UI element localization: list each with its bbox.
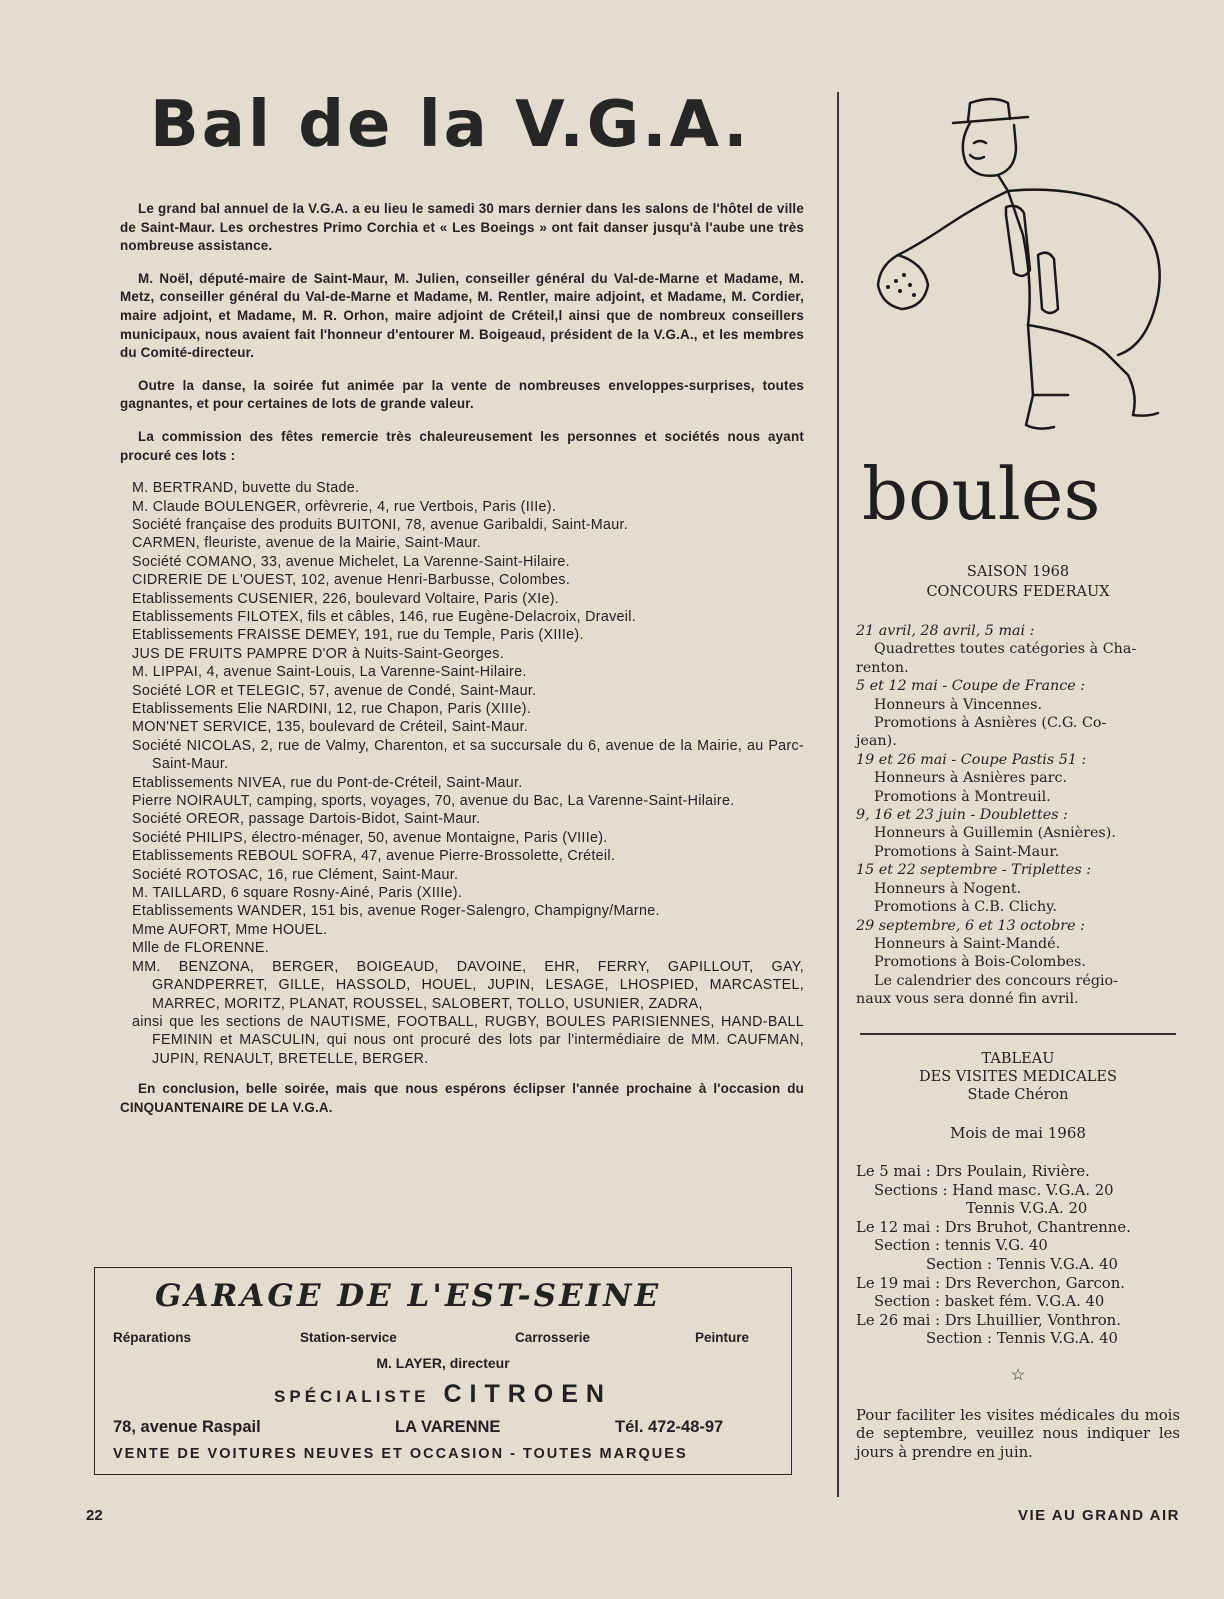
calendar-entry [856,861,1180,916]
sales-line: VENTE DE VOITURES NEUVES ET OCCASION - TOUTES MARQUES [113,1446,688,1462]
paragraph: M. Noël, député-maire de Saint-Maur, M. Julien, conseiller général du Val-de-Marne et Madame, M. Metz, conseiller général du Val-de-Marne et Madame, M. Rentler, maire adjoint, et Madame, M. Cordier, maire adjoint, et Madame, M. R. Orhon, maire adjoint de Créteil,l ainsi que de nombreux conseillers municipaux, nous avaient fait l'honneur d'entourer M. Boigeaud, président de la V.G.A., et les membres du Comité-directeur. [120,270,804,361]
list-item: MM. BENZONA, BERGER, BOIGEAUD, DAVOINE, EHR, FERRY, GAPILLOUT, GAY, GRANDPERRET, GILLE, HASSOLD, HOUEL, JUPIN, LESAGE, LHOSPIED, MARCASTEL, MARREC, MORITZ, PLANAT, ROUSSEL, SALOBERT, TOLLO, USUNIER, ZADRA, [132,958,804,1012]
medical-title: DES VISITES MEDICALES [919,1069,1117,1085]
calendar-entry [856,622,1180,677]
event-line: Honneurs à Guillemin (Asnières). [874,825,1116,842]
competition-calendar [856,622,1180,1009]
list-item: Pierre NOIRAULT, camping, sports, voyages, 70, avenue du Bac, La Varenne-Saint-Hilaire. [132,793,735,810]
address: 78, avenue Raspail [113,1418,261,1436]
boules-title: boules [862,452,1101,536]
list-item: Etablissements Elie NARDINI, 12, rue Chapon, Paris (XIIIe). [132,701,532,717]
calendar-note: Le calendrier des concours régio- [874,972,1118,989]
schedule-row: Section : Tennis V.G.A. 40 [926,1255,1118,1273]
schedule-row: Le 12 mai : Drs Bruhot, Chantrenne. [856,1218,1131,1236]
event-line: Promotions à Bois-Colombes. [874,954,1086,971]
brand-name: CITROEN [443,1380,612,1408]
boules-player-illustration [858,95,1178,445]
season-subtitle: CONCOURS FEDERAUX [926,583,1110,600]
service-label: Carrosserie [515,1330,591,1345]
event-line: Honneurs à Asnières parc. [874,770,1068,787]
specialist-label: SPÉCIALISTE [274,1387,430,1406]
garage-name: GARAGE DE L'EST-SEINE [155,1278,662,1314]
list-item: Société LOR et TELEGIC, 57, avenue de Condé, Saint-Maur. [132,682,537,699]
article-title: Bal de la V.G.A. [150,88,751,162]
event-line: Honneurs à Vincennes. [874,696,1043,713]
event-date: 21 avril, 28 avril, 5 mai : [856,623,1035,639]
magazine-name: VIE AU GRAND AIR [1017,1507,1180,1524]
list-item: JUS DE FRUITS PAMPRE D'OR à Nuits-Saint-Georges. [132,645,504,662]
medical-header [856,1050,1180,1104]
list-item: M. BERTRAND, buvette du Stade. [132,480,360,497]
list-item: CARMEN, fleuriste, avenue de la Mairie, Saint-Maur. [132,535,482,552]
article-body [120,200,804,1131]
list-item: Etablissements FILOTEX, fils et câbles, 146, rue Eugène-Delacroix, Draveil. [132,608,637,625]
list-item: Société PHILIPS, électro-ménager, 50, avenue Montaigne, Paris (VIIIe). [132,829,608,846]
schedule-row: Le 19 mai : Drs Reverchon, Garcon. [856,1274,1125,1292]
list-item: Mme AUFORT, Mme HOUEL. [132,921,328,938]
phone: Tél. 472-48-97 [615,1418,724,1436]
event-date: 15 et 22 septembre - Triplettes : [856,862,1092,879]
list-item: Société française des produits BUITONI, 78, avenue Garibaldi, Saint-Maur. [132,516,629,533]
medical-place: Stade Chéron [967,1087,1069,1103]
paragraph: Outre la danse, la soirée fut animée par la vente de nombreuses enveloppes-surprises, toutes gagnantes, et pour certaines de lots de grande valeur. [120,377,804,412]
event-line: Promotions à Saint-Maur. [874,843,1060,860]
list-item: ainsi que les sections de NAUTISME, FOOTBALL, RUGBY, BOULES PARISIENNES, HAND-BALL FEMININ et MASCULIN, qui nous ont procuré des lots par l'intermédiaire de MM. CAUFMAN, JUPIN, RENAULT, BRETELLE, BERGER. [132,1013,804,1067]
schedule-row: Le 26 mai : Drs Lhuillier, Vonthron. [856,1311,1121,1329]
donors-list [132,479,804,1068]
service-label: Peinture [695,1330,750,1345]
star-icon: ☆ [1010,1367,1026,1384]
event-line: renton. [856,659,909,676]
list-item: Société NICOLAS, 2, rue de Valmy, Charenton, et sa succursale du 6, avenue de la Mairie, au Parc-Saint-Maur. [132,737,804,773]
section-divider [860,1033,1176,1035]
event-line: Honneurs à Nogent. [874,880,1022,897]
event-date: 19 et 26 mai - Coupe Pastis 51 : [856,751,1087,768]
column-divider [837,92,839,1497]
paragraph: La commission des fêtes remercie très chaleureusement les personnes et sociétés nous ayant procuré ces lots : [120,428,804,463]
event-line: Promotions à C.B. Clichy. [874,899,1057,916]
medical-note: Pour faciliter les visites médicales du mois de septembre, veuillez nous indiquer les jours à prendre en juin. [856,1407,1180,1461]
schedule-row: Section : tennis V.G. 40 [874,1237,1048,1255]
list-item: Etablissements WANDER, 151 bis, avenue Roger-Salengro, Champigny/Marne. [132,903,660,920]
calendar-note: naux vous sera donné fin avril. [856,991,1079,1008]
medical-title: TABLEAU [981,1051,1055,1067]
event-line: Promotions à Asnières (C.G. Co- [874,715,1107,732]
calendar-entry [856,806,1180,861]
event-date: 9, 16 et 23 juin - Doublettes : [856,807,1068,824]
schedule-row: Tennis V.G.A. 20 [966,1200,1088,1218]
calendar-entry [856,751,1180,806]
event-line: jean). [856,733,897,750]
medical-month: Mois de mai 1968 [950,1124,1086,1142]
event-line: Promotions à Montreuil. [874,788,1051,805]
list-item: Société COMANO, 33, avenue Michelet, La Varenne-Saint-Hilaire. [132,553,570,570]
event-date: 29 septembre, 6 et 13 octobre : [856,917,1085,934]
list-item: CIDRERIE DE L'OUEST, 102, avenue Henri-Barbusse, Colombes. [132,572,571,589]
list-item: M. TAILLARD, 6 square Rosny-Ainé, Paris (XIIIe). [132,885,463,902]
list-item: Etablissements FRAISSE DEMEY, 191, rue du Temple, Paris (XIIIe). [132,627,584,644]
list-item: M. LIPPAI, 4, avenue Saint-Louis, La Varenne-Saint-Hilaire. [132,664,527,681]
specialist-line [95,1380,791,1409]
list-item: Société ROTOSAC, 16, rue Clément, Saint-Maur. [132,866,459,883]
season-header [856,563,1180,602]
schedule-row: Sections : Hand masc. V.G.A. 20 [874,1181,1114,1199]
season-label: SAISON 1968 [966,564,1070,580]
garage-advertisement [94,1267,792,1475]
event-line: Honneurs à Saint-Mandé. [874,935,1061,952]
medical-schedule [856,1163,1180,1349]
list-item: Mlle de FLORENNE. [132,940,269,957]
event-date: 5 et 12 mai - Coupe de France : [856,678,1086,695]
director-line: M. LAYER, directeur [376,1355,510,1371]
conclusion: En conclusion, belle soirée, mais que nous espérons éclipser l'année prochaine à l'occasion du CINQUANTENAIRE DE LA V.G.A. [120,1081,804,1115]
list-item: M. Claude BOULENGER, orfèvrerie, 4, rue Vertbois, Paris (IIIe). [132,498,557,515]
schedule-row: Section : Tennis V.G.A. 40 [926,1330,1118,1348]
calendar-entry [856,917,1180,972]
list-item: Etablissements REBOUL SOFRA, 47, avenue Pierre-Brossolette, Créteil. [132,848,616,865]
schedule-row: Le 5 mai : Drs Poulain, Rivière. [856,1163,1090,1180]
service-label: Station-service [300,1330,397,1345]
page-number: 22 [86,1507,103,1524]
service-label: Réparations [113,1330,192,1345]
schedule-row: Section : basket fém. V.G.A. 40 [874,1293,1105,1311]
list-item: Société OREOR, passage Dartois-Bidot, Saint-Maur. [132,811,481,828]
list-item: MON'NET SERVICE, 135, boulevard de Créteil, Saint-Maur. [132,719,529,736]
calendar-entry [856,677,1180,751]
list-item: Etablissements CUSENIER, 226, boulevard Voltaire, Paris (XIe). [132,590,560,607]
event-line: Quadrettes toutes catégories à Cha- [874,641,1137,658]
list-item: Etablissements NIVEA, rue du Pont-de-Créteil, Saint-Maur. [132,774,523,791]
city: LA VARENNE [395,1418,501,1436]
paragraph: Le grand bal annuel de la V.G.A. a eu lieu le samedi 30 mars dernier dans les salons de l'hôtel de ville de Saint-Maur. Les orchestres Primo Corchia et « Les Boeings » ont fait danser jusqu'à l'aube une très nombreuse assistance. [120,201,804,254]
